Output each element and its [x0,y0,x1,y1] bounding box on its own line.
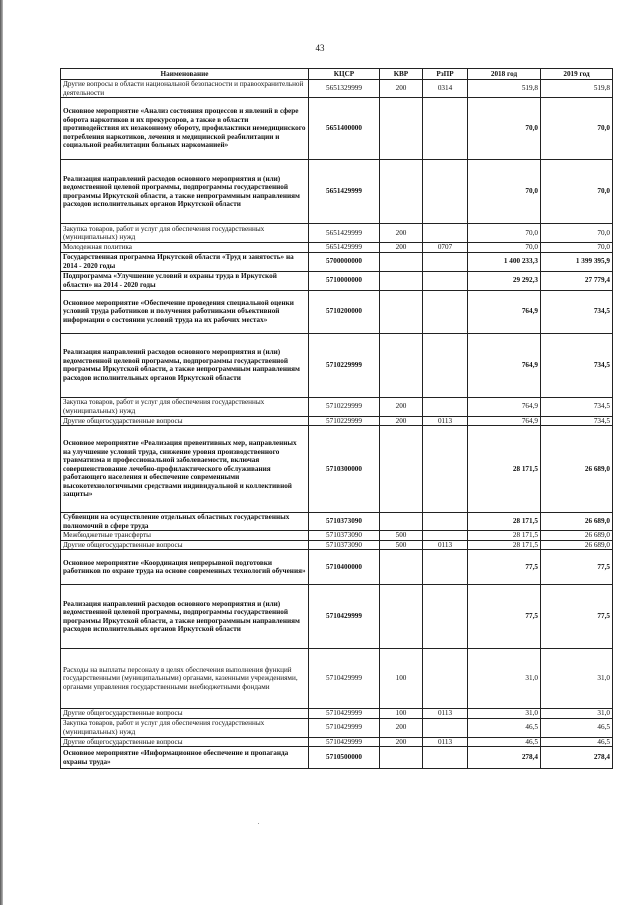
row-kvr-cell: 200 [380,416,423,426]
row-2019-cell: 1 399 395,9 [541,252,613,271]
table-row [61,426,613,513]
table-row [61,585,613,649]
row-kvr-cell: 200 [380,224,423,243]
row-kvr-cell [380,98,423,160]
row-2019-cell: 77,5 [541,585,613,649]
row-kcsr-cell: 5710229999 [309,416,380,426]
row-kcsr-cell: 5710000000 [309,271,380,290]
row-2018-cell: 764,9 [468,333,541,397]
row-2019-cell: 70,0 [541,224,613,243]
row-2018-cell: 77,5 [468,585,541,649]
row-kvr-cell: 500 [380,540,423,550]
row-2019-cell: 27 779,4 [541,271,613,290]
row-kcsr-cell: 5651329999 [309,80,380,98]
row-2018-cell: 70,0 [468,224,541,243]
row-2019-cell: 70,0 [541,243,613,253]
row-2018-cell: 28 171,5 [468,540,541,550]
row-rzpr-cell [423,513,468,531]
row-2018-cell: 764,9 [468,416,541,426]
table-header-row [61,69,613,80]
row-rzpr-cell [423,426,468,513]
table-body [61,80,613,769]
table-row [61,416,613,426]
row-name-cell: Закупка товаров, работ и услуг для обеспечения государственных (муниципальных) нужд [61,397,309,416]
row-name-cell: Основное мероприятие «Информационное обеспечение и пропаганда охраны труда» [61,747,309,769]
row-name-cell: Другие общегосударственные вопросы [61,540,309,550]
row-kcsr-cell: 5710200000 [309,290,380,333]
row-2019-cell: 519,8 [541,80,613,98]
row-2018-cell: 278,4 [468,747,541,769]
row-rzpr-cell [423,160,468,224]
row-kvr-cell: 200 [380,718,423,737]
row-name-cell: Другие общегосударственные вопросы [61,737,309,747]
row-kcsr-cell: 5710429999 [309,737,380,747]
row-kcsr-cell: 5710429999 [309,718,380,737]
row-rzpr-cell [423,252,468,271]
row-2019-cell: 70,0 [541,160,613,224]
table-row [61,290,613,333]
table-row [61,252,613,271]
page-edge-shadow [0,0,3,905]
row-kcsr-cell: 5700000000 [309,252,380,271]
row-name-cell: Межбюджетные трансферты [61,531,309,541]
row-2019-cell: 734,5 [541,333,613,397]
row-kcsr-cell: 5710373090 [309,513,380,531]
row-kcsr-cell: 5710429999 [309,649,380,709]
row-2019-cell: 734,5 [541,290,613,333]
row-name-cell: Реализация направлений расходов основного мероприятия и (или) ведомственной целевой программы, подпрограммы государственной программы Иркутской области, а также непрограммным направлениям расходов исполнительных органов Иркутской области [61,333,309,397]
header-2018: 2018 год [468,69,541,80]
row-rzpr-cell [423,649,468,709]
table-row [61,513,613,531]
row-name-cell: Основное мероприятие «Реализация превентивных мер, направленных на улучшение условий труда, снижение уровня производственного травматизма и профессиональной заболеваемости, включая совершенствование лечебно-профилактического обслуживания работающего населения и обеспечение современными высокотехнологичными средствами индивидуальной и коллективной защиты» [61,426,309,513]
row-2018-cell: 77,5 [468,550,541,585]
row-rzpr-cell [423,718,468,737]
row-2019-cell: 31,0 [541,649,613,709]
row-2019-cell: 46,5 [541,737,613,747]
row-2018-cell: 70,0 [468,160,541,224]
row-kcsr-cell: 5710429999 [309,585,380,649]
header-kcsr: КЦСР [309,69,380,80]
row-name-cell: Другие общегосударственные вопросы [61,709,309,719]
row-kcsr-cell: 5710373090 [309,531,380,541]
table-row [61,224,613,243]
table-row [61,397,613,416]
row-2019-cell: 26 689,0 [541,531,613,541]
row-kvr-cell [380,271,423,290]
row-kvr-cell [380,585,423,649]
row-name-cell: Субвенции на осуществление отдельных областных государственных полномочий в сфере труда [61,513,309,531]
row-name-cell: Основное мероприятие «Координация непрерывной подготовки работников по охране труда на основе современных технологий обучения» [61,550,309,585]
row-kvr-cell: 200 [380,243,423,253]
row-name-cell: Закупка товаров, работ и услуг для обеспечения государственных (муниципальных) нужд [61,224,309,243]
header-2019: 2019 год [541,69,613,80]
row-kvr-cell: 200 [380,737,423,747]
row-2019-cell: 278,4 [541,747,613,769]
row-rzpr-cell [423,271,468,290]
row-2018-cell: 764,9 [468,397,541,416]
row-name-cell: Расходы на выплаты персоналу в целях обеспечения выполнения функций государственными (муниципальными) органами, казенными учреждениями, органами управления государственными внебюджетными фондами [61,649,309,709]
table-row [61,649,613,709]
row-2018-cell: 31,0 [468,709,541,719]
row-rzpr-cell: 0113 [423,540,468,550]
table-row [61,80,613,98]
row-name-cell: Реализация направлений расходов основного мероприятия и (или) ведомственной целевой программы, подпрограммы государственной программы Иркутской области, а также непрограммным направлениям расходов исполнительных органов Иркутской области [61,160,309,224]
table-row [61,98,613,160]
row-kcsr-cell: 5710400000 [309,550,380,585]
row-name-cell: Другие вопросы в области национальной безопасности и правоохранительной деятельности [61,80,309,98]
row-rzpr-cell: 0113 [423,709,468,719]
row-2019-cell: 26 689,0 [541,513,613,531]
row-kcsr-cell: 5710300000 [309,426,380,513]
row-kcsr-cell: 5651429999 [309,160,380,224]
row-name-cell: Другие общегосударственные вопросы [61,416,309,426]
row-kcsr-cell: 5651400000 [309,98,380,160]
row-kvr-cell: 200 [380,397,423,416]
row-name-cell: Молодежная политика [61,243,309,253]
table-row [61,160,613,224]
row-rzpr-cell [423,747,468,769]
table-row [61,333,613,397]
row-kcsr-cell: 5651429999 [309,224,380,243]
row-name-cell: Государственная программа Иркутской области «Труд и занятость» на 2014 - 2020 годы [61,252,309,271]
row-rzpr-cell [423,397,468,416]
row-2019-cell: 46,5 [541,718,613,737]
row-kvr-cell [380,550,423,585]
table-row [61,718,613,737]
row-2018-cell: 28 171,5 [468,426,541,513]
row-kvr-cell [380,160,423,224]
row-rzpr-cell [423,585,468,649]
row-2018-cell: 519,8 [468,80,541,98]
row-rzpr-cell: 0314 [423,80,468,98]
table-row [61,540,613,550]
row-name-cell: Подпрограмма «Улучшение условий и охраны труда в Иркутской области» на 2014 - 2020 годы [61,271,309,290]
row-kvr-cell: 100 [380,709,423,719]
row-kvr-cell [380,426,423,513]
row-kcsr-cell: 5710500000 [309,747,380,769]
row-rzpr-cell [423,550,468,585]
row-2019-cell: 734,5 [541,397,613,416]
row-rzpr-cell [423,333,468,397]
table-row [61,737,613,747]
row-2019-cell: 734,5 [541,416,613,426]
row-kvr-cell: 200 [380,80,423,98]
header-rzpr: РзПР [423,69,468,80]
scan-dot [258,823,259,824]
row-rzpr-cell: 0113 [423,737,468,747]
row-rzpr-cell [423,224,468,243]
row-rzpr-cell: 0707 [423,243,468,253]
row-name-cell: Основное мероприятие «Анализ состояния процессов и явлений в сфере оборота наркотиков и их прекурсоров, а также в области противодействия их незаконному обороту, профилактики немедицинского потребления наркотиков, лечения и медицинской реабилитации и социальной реабилитации больных наркоманией» [61,98,309,160]
row-2018-cell: 29 292,3 [468,271,541,290]
row-name-cell: Закупка товаров, работ и услуг для обеспечения государственных (муниципальных) нужд [61,718,309,737]
table-row [61,271,613,290]
row-2018-cell: 31,0 [468,649,541,709]
row-rzpr-cell [423,98,468,160]
row-2019-cell: 70,0 [541,98,613,160]
row-kcsr-cell: 5710429999 [309,709,380,719]
row-rzpr-cell [423,290,468,333]
row-rzpr-cell [423,531,468,541]
header-kvr: КВР [380,69,423,80]
row-kcsr-cell: 5710229999 [309,333,380,397]
row-name-cell: Реализация направлений расходов основного мероприятия и (или) ведомственной целевой программы, подпрограммы государственной программы Иркутской области, а также непрограммным направлениям расходов исполнительных органов Иркутской области [61,585,309,649]
row-kvr-cell [380,252,423,271]
table-row [61,550,613,585]
row-kvr-cell [380,747,423,769]
row-2018-cell: 46,5 [468,737,541,747]
row-kvr-cell [380,513,423,531]
row-2018-cell: 46,5 [468,718,541,737]
row-kvr-cell [380,333,423,397]
row-kvr-cell: 500 [380,531,423,541]
row-2019-cell: 26 689,0 [541,540,613,550]
row-rzpr-cell: 0113 [423,416,468,426]
row-2018-cell: 28 171,5 [468,513,541,531]
table-row [61,531,613,541]
row-2018-cell: 70,0 [468,98,541,160]
budget-table [60,68,613,769]
table-row [61,709,613,719]
row-2019-cell: 77,5 [541,550,613,585]
row-kvr-cell: 100 [380,649,423,709]
row-name-cell: Основное мероприятие «Обеспечение проведения специальной оценки условий труда работников и получения работниками объективной информации о состоянии условий труда на их рабочих местах» [61,290,309,333]
row-2019-cell: 31,0 [541,709,613,719]
row-2018-cell: 28 171,5 [468,531,541,541]
table-row [61,747,613,769]
row-2018-cell: 1 400 233,3 [468,252,541,271]
page-number: 43 [315,43,325,53]
header-name: Наименование [61,69,309,80]
row-kcsr-cell: 5710373090 [309,540,380,550]
row-2018-cell: 70,0 [468,243,541,253]
row-kcsr-cell: 5651429999 [309,243,380,253]
row-kvr-cell [380,290,423,333]
row-kcsr-cell: 5710229999 [309,397,380,416]
table-row [61,243,613,253]
row-2018-cell: 764,9 [468,290,541,333]
row-2019-cell: 26 689,0 [541,426,613,513]
